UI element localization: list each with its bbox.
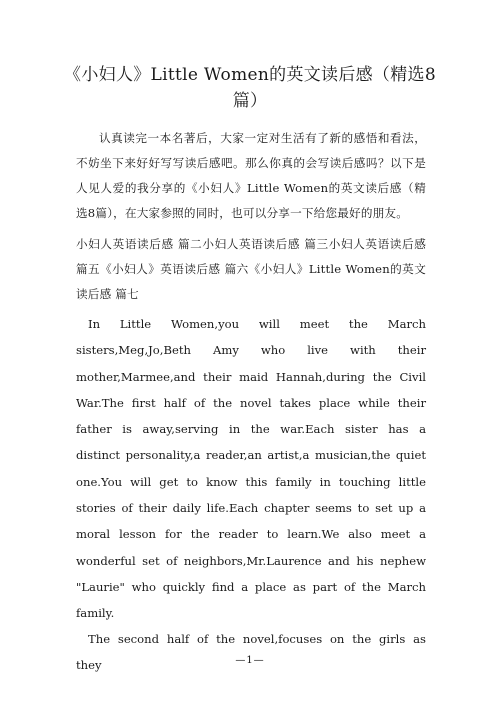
essay-paragraph: The second half of the novel,focuses on the girls as they <box>76 632 426 673</box>
document-title: 《小妇人》Little Women的英文读后感（精选8篇） <box>64 65 436 111</box>
contents-list: 小妇人英语读后感 篇二小妇人英语读后感 篇三小妇人英语读后感 篇五《小妇人》英语读后感 篇六《小妇人》Little Women的英文读后感 篇七 <box>76 237 426 301</box>
page-number: —1— <box>235 655 265 666</box>
essay-paragraph: In Little Women,you will meet the March sisters,Meg,Jo,Beth Amy who live with their mother,Marmee,and their maid Hannah,during the Civil War.The first half of the novel takes place while their father is away,serving in the war.Each sister has a distinct personality,a reader,an artist,a musician,the quiet one.You will get to know this family in touching little stories of their daily life.Each chapter seems to set up a moral lesson for the reader to learn.We also meet a wonderful set of neighbors,Mr.Laurence and his nephew "Laurie" who quickly find a place as part of the March family. <box>76 317 426 621</box>
intro-paragraph: 认真读完一本名著后，大家一定对生活有了新的感悟和看法，不妨坐下来好好写写读后感吧。那么你真的会写读后感吗？以下是人见人爱的我分享的《小妇人》Little Women的英文读后感（精选8篇），在大家参照的同时，也可以分享一下给您最好的朋友。 <box>76 131 426 220</box>
